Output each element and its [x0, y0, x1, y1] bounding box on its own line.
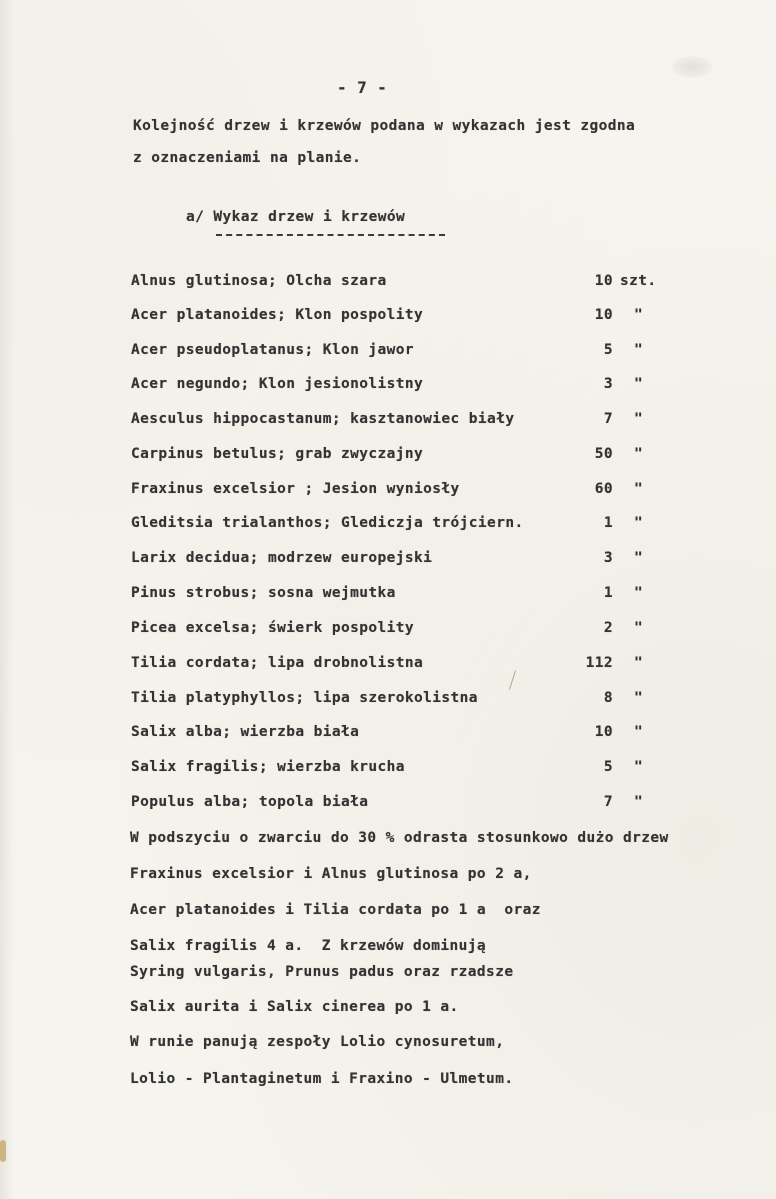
page-number: - 7 -	[337, 78, 388, 97]
species-unit: "	[634, 724, 644, 740]
note-line: W runie panują zespoły Lolio cynosuretum,	[130, 1034, 505, 1050]
species-quantity: 2	[603, 620, 613, 636]
species-unit: szt.	[620, 273, 657, 289]
species-quantity: 1	[603, 585, 613, 601]
species-unit: "	[634, 307, 644, 323]
species-unit: "	[634, 446, 644, 462]
species-name: Fraxinus excelsior ; Jesion wyniosły	[131, 481, 460, 497]
species-unit: "	[634, 759, 644, 775]
species-quantity: 10	[594, 307, 613, 323]
species-unit: "	[634, 794, 644, 810]
species-quantity: 5	[603, 342, 613, 358]
species-quantity: 1	[603, 515, 613, 531]
species-unit: "	[634, 655, 644, 671]
section-heading: a/ Wykaz drzew i krzewów	[186, 209, 406, 225]
species-name: Populus alba; topola biała	[131, 794, 369, 810]
species-name: Pinus strobus; sosna wejmutka	[131, 585, 396, 601]
note-line: Syring vulgaris, Prunus padus oraz rzadsze	[130, 964, 514, 980]
species-name: Salix fragilis; wierzba krucha	[131, 759, 405, 775]
intro-line-1: Kolejność drzew i krzewów podana w wykazach jest zgodna	[133, 118, 636, 134]
species-unit: "	[634, 515, 644, 531]
species-quantity: 60	[594, 481, 613, 497]
note-line: Salix aurita i Salix cinerea po 1 a.	[130, 999, 459, 1015]
heading-underline	[216, 234, 445, 236]
species-name: Gleditsia trialanthos; Glediczja trójciern.	[131, 515, 524, 531]
species-name: Acer platanoides; Klon pospolity	[131, 307, 424, 323]
species-unit: "	[634, 690, 644, 706]
species-quantity: 10	[594, 724, 613, 740]
species-quantity: 7	[603, 794, 613, 810]
species-name: Tilia platyphyllos; lipa szerokolistna	[131, 690, 478, 706]
species-name: Acer negundo; Klon jesionolistny	[131, 376, 424, 392]
pencil-mark	[509, 670, 516, 689]
species-quantity: 112	[585, 655, 613, 671]
species-name: Aesculus hippocastanum; kasztanowiec biały	[131, 411, 515, 427]
species-name: Salix alba; wierzba biała	[131, 724, 360, 740]
species-name: Carpinus betulus; grab zwyczajny	[131, 446, 424, 462]
paper-fleck	[672, 56, 712, 78]
species-quantity: 10	[594, 273, 613, 289]
intro-line-2: z oznaczeniami na planie.	[133, 150, 362, 166]
species-quantity: 8	[603, 690, 613, 706]
species-unit: "	[634, 342, 644, 358]
species-quantity: 3	[603, 550, 613, 566]
species-quantity: 50	[594, 446, 613, 462]
species-quantity: 7	[603, 411, 613, 427]
species-unit: "	[634, 376, 644, 392]
species-unit: "	[634, 585, 644, 601]
note-line: Salix fragilis 4 a. Z krzewów dominują	[130, 938, 487, 954]
species-unit: "	[634, 620, 644, 636]
note-line: Acer platanoides i Tilia cordata po 1 a oraz	[130, 902, 541, 918]
paper-edge-shadow	[0, 0, 14, 1199]
species-quantity: 5	[603, 759, 613, 775]
note-line: Lolio - Plantaginetum i Fraxino - Ulmetum.	[130, 1071, 514, 1087]
species-unit: "	[634, 550, 644, 566]
species-name: Picea excelsa; świerk pospolity	[131, 620, 415, 636]
species-name: Tilia cordata; lipa drobnolistna	[131, 655, 424, 671]
species-unit: "	[634, 411, 644, 427]
species-name: Alnus glutinosa; Olcha szara	[131, 273, 387, 289]
species-unit: "	[634, 481, 644, 497]
species-quantity: 3	[603, 376, 613, 392]
note-line: Fraxinus excelsior i Alnus glutinosa po 2 a,	[130, 866, 532, 882]
paper-stain	[0, 1140, 6, 1162]
species-name: Larix decidua; modrzew europejski	[131, 550, 433, 566]
species-name: Acer pseudoplatanus; Klon jawor	[131, 342, 415, 358]
note-line: W podszyciu o zwarciu do 30 % odrasta stosunkowo dużo drzew	[130, 830, 669, 846]
